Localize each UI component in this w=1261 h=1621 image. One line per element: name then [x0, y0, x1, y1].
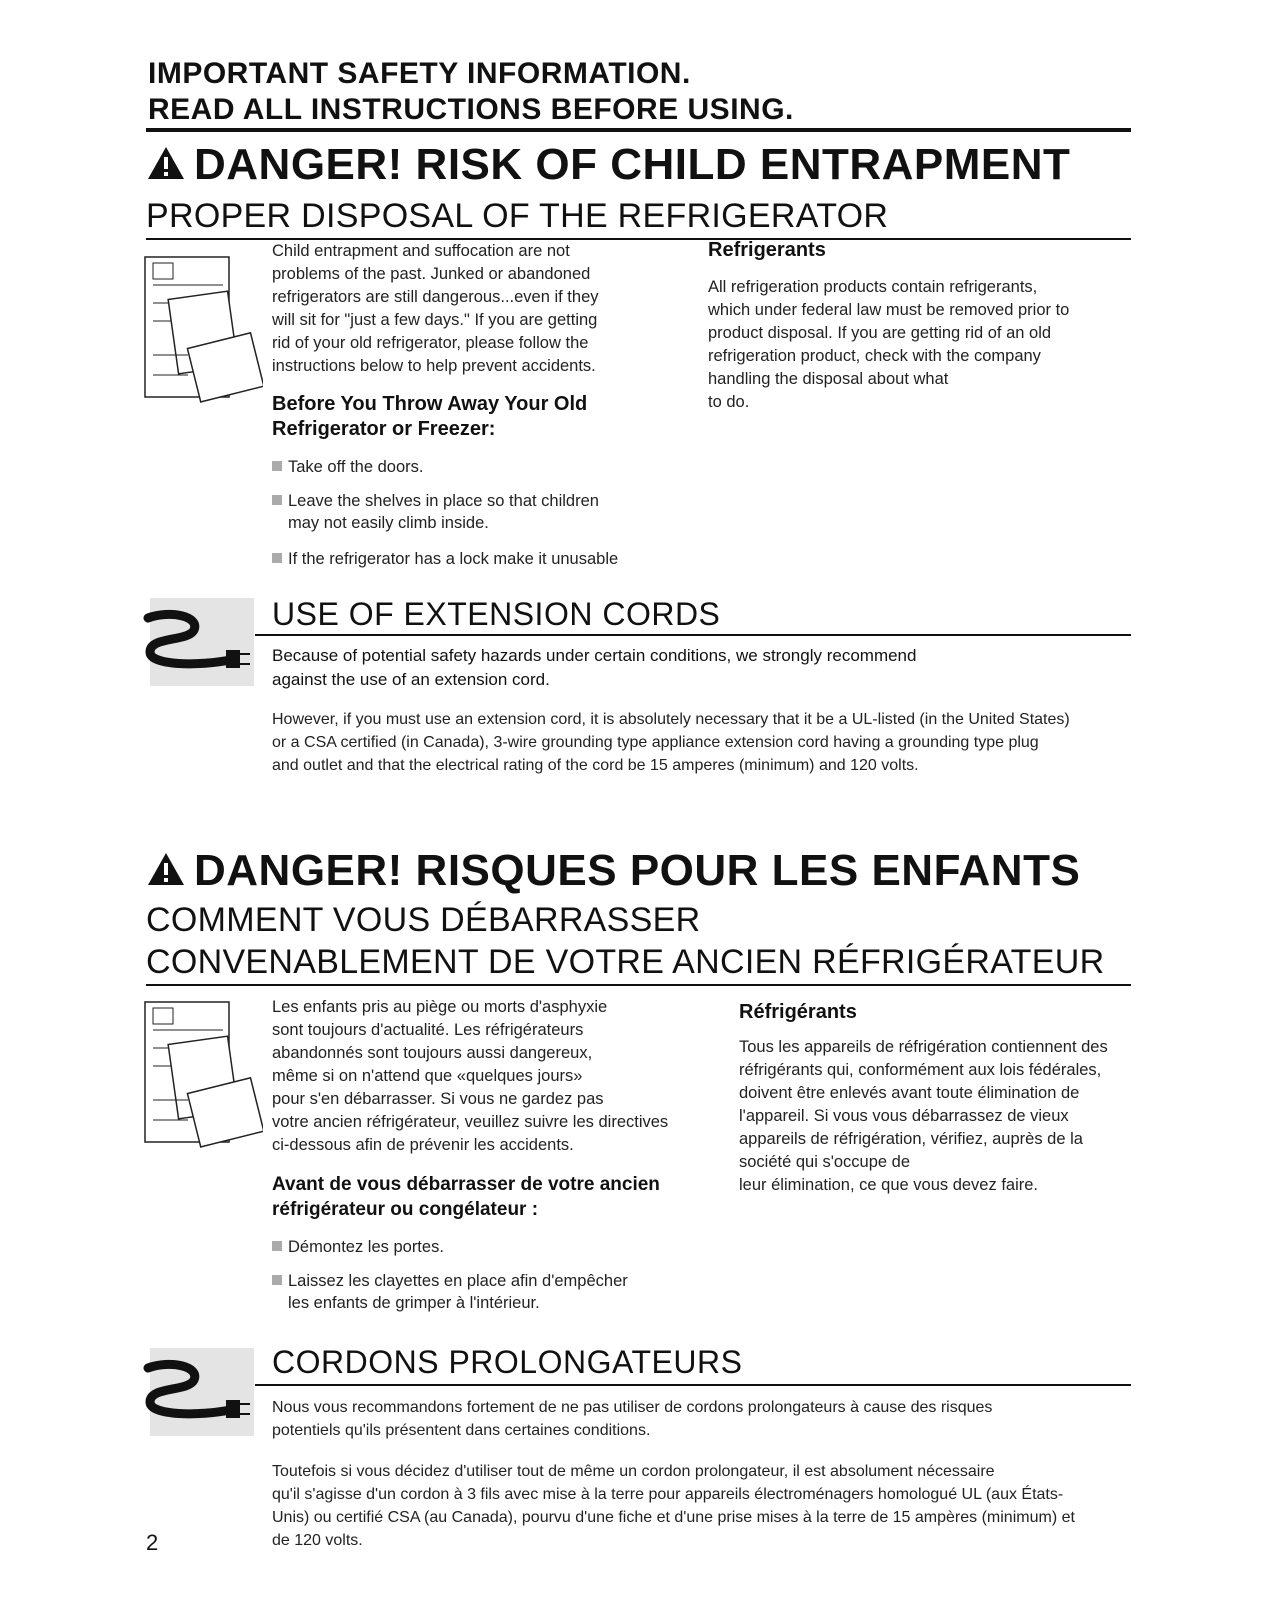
- intro-fr-line: ci-dessous afin de prévenir les accidents.: [272, 1136, 574, 1154]
- bullet-icon: [272, 1275, 282, 1285]
- refrigerator-illustration: [143, 1000, 263, 1150]
- bullet-text: If the refrigerator has a lock make it unusable: [288, 550, 619, 568]
- refrigerants-line: société qui s'occupe de: [739, 1153, 911, 1171]
- danger-title-en-text: DANGER! RISK OF CHILD ENTRAPMENT: [194, 140, 1071, 189]
- refrigerants-line: doivent être enlevés avant toute élimination de: [739, 1084, 1080, 1102]
- before-heading-fr-line: Avant de vous débarrasser de votre ancien: [272, 1174, 660, 1195]
- cords-fr-line: Unis) ou certifié CSA (au Canada), pourvu d'une fiche et d'une prise mises à la terre de 15 ampères (minimum) et: [272, 1509, 1075, 1526]
- cords-fr-rule: [255, 1384, 1131, 1386]
- cords-bold-line: Because of potential safety hazards under certain conditions, we strongly recommend: [272, 646, 917, 665]
- refrigerants-line: appareils de réfrigération, vérifiez, auprès de la: [739, 1130, 1083, 1148]
- before-heading-en-line: Refrigerator or Freezer:: [272, 418, 496, 440]
- refrigerants-heading-en: Refrigerants: [708, 239, 826, 261]
- header-line-2: READ ALL INSTRUCTIONS BEFORE USING.: [148, 93, 794, 126]
- intro-fr-line: pour s'en débarrasser. Si vous ne gardez pas: [272, 1090, 604, 1108]
- refrigerants-line: refrigeration product, check with the company: [708, 347, 1041, 365]
- cords-body-line: However, if you must use an extension cord, it is absolutely necessary that it be a UL-listed (in the United States): [272, 711, 1070, 728]
- cords-body-en: [272, 708, 1070, 777]
- refrigerants-body-en: [708, 276, 1138, 414]
- bullet-text: Leave the shelves in place so that children: [288, 492, 599, 510]
- refrigerants-line: Tous les appareils de réfrigération contiennent des: [739, 1038, 1108, 1056]
- subtitle-fr-2: CONVENABLEMENT DE VOTRE ANCIEN RÉFRIGÉRATEUR: [146, 943, 1105, 981]
- header-rule: [146, 128, 1131, 132]
- refrigerator-illustration: [143, 255, 263, 405]
- bullet-text: Démontez les portes.: [288, 1238, 444, 1256]
- cords-fr-line: de 120 volts.: [272, 1532, 363, 1549]
- before-heading-en: [272, 392, 587, 442]
- intro-fr-line: sont toujours d'actualité. Les réfrigérateurs: [272, 1021, 584, 1039]
- intro-fr-line: Les enfants pris au piège ou morts d'asphyxie: [272, 998, 608, 1016]
- intro-en-line: will sit for "just a few days." If you are getting: [272, 311, 598, 329]
- subtitle-en: PROPER DISPOSAL OF THE REFRIGERATOR: [146, 197, 889, 235]
- before-heading-en-line: Before You Throw Away Your Old: [272, 393, 588, 415]
- bullet-fr-2: [272, 1270, 628, 1314]
- intro-en-line: rid of your old refrigerator, please follow the: [272, 334, 589, 352]
- bullet-en-3: [272, 548, 618, 570]
- bullet-fr-1: [272, 1236, 444, 1258]
- danger-title-fr: [146, 846, 1080, 896]
- cords-bold-en: [272, 644, 916, 692]
- intro-fr-line: votre ancien réfrigérateur, veuillez suivre les directives: [272, 1113, 669, 1131]
- bullet-icon: [272, 461, 282, 471]
- intro-en-line: instructions below to help prevent accidents.: [272, 357, 596, 375]
- cords-fr-line: Nous vous recommandons fortement de ne pas utiliser de cordons prolongateurs à cause des risques: [272, 1399, 993, 1416]
- intro-en-line: refrigerators are still dangerous...even if they: [272, 288, 599, 306]
- refrigerants-line: l'appareil. Si vous vous débarrassez de vieux: [739, 1107, 1069, 1125]
- refrigerants-line: handling the disposal about what: [708, 370, 949, 388]
- page-number: 2: [146, 1530, 159, 1555]
- intro-en: [272, 240, 692, 378]
- refrigerants-body-fr: [739, 1036, 1159, 1197]
- cords-body-line: and outlet and that the electrical rating of the cord be 15 amperes (minimum) and 120 volts.: [272, 757, 919, 774]
- cords-heading-fr: CORDONS PROLONGATEURS: [272, 1344, 743, 1380]
- cords-fr-para-1: [272, 1396, 992, 1442]
- subtitle-fr-rule: [146, 984, 1131, 986]
- cords-fr-para-2: [272, 1460, 1075, 1552]
- refrigerants-line: product disposal. If you are getting rid of an old: [708, 324, 1052, 342]
- bullet-icon: [272, 495, 282, 505]
- extension-cord-icon: [140, 1346, 260, 1438]
- bullet-icon: [272, 553, 282, 563]
- bullet-en-1: [272, 456, 423, 478]
- intro-fr-line: même si on n'attend que «quelques jours»: [272, 1067, 583, 1085]
- before-heading-fr-line: réfrigérateur ou congélateur :: [272, 1199, 539, 1220]
- cords-fr-line: potentiels qu'ils présentent dans certaines conditions.: [272, 1422, 651, 1439]
- refrigerants-line: to do.: [708, 393, 750, 411]
- bullet-text: les enfants de grimper à l'intérieur.: [288, 1294, 540, 1312]
- cords-fr-line: Toutefois si vous décidez d'utiliser tout de même un cordon prolongateur, il est absolument nécessaire: [272, 1463, 995, 1480]
- warning-triangle-icon: [146, 851, 186, 887]
- intro-fr-line: abandonnés sont toujours aussi dangereux,: [272, 1044, 593, 1062]
- bullet-text: Laissez les clayettes en place afin d'empêcher: [288, 1272, 628, 1290]
- danger-title-fr-text: DANGER! RISQUES POUR LES ENFANTS: [194, 846, 1081, 895]
- intro-fr: [272, 996, 702, 1157]
- bullet-text: may not easily climb inside.: [288, 514, 489, 532]
- cords-fr-line: qu'il s'agisse d'un cordon à 3 fils avec mise à la terre pour appareils électroménagers homologué UL (aux États-: [272, 1486, 1064, 1503]
- cords-bold-line: against the use of an extension cord.: [272, 670, 550, 689]
- cords-body-line: or a CSA certified (in Canada), 3-wire grounding type appliance extension cord having a grounding type plug: [272, 734, 1039, 751]
- intro-en-line: Child entrapment and suffocation are not: [272, 242, 570, 260]
- refrigerants-line: All refrigeration products contain refrigerants,: [708, 278, 1038, 296]
- refrigerants-line: réfrigérants qui, conformément aux lois fédérales,: [739, 1061, 1102, 1079]
- bullet-text: Take off the doors.: [288, 458, 424, 476]
- subtitle-fr-1: COMMENT VOUS DÉBARRASSER: [146, 901, 701, 939]
- bullet-icon: [272, 1241, 282, 1251]
- refrigerants-heading-fr: Réfrigérants: [739, 1001, 857, 1023]
- cords-heading-en: USE OF EXTENSION CORDS: [272, 596, 721, 632]
- warning-triangle-icon: [146, 145, 186, 181]
- cords-en-rule: [255, 634, 1131, 636]
- refrigerants-line: leur élimination, ce que vous devez faire.: [739, 1176, 1038, 1194]
- danger-title-en: [146, 140, 1070, 190]
- bullet-en-2: [272, 490, 599, 534]
- refrigerants-line: which under federal law must be removed prior to: [708, 301, 1070, 319]
- before-heading-fr: [272, 1172, 660, 1222]
- header-line-1: IMPORTANT SAFETY INFORMATION.: [148, 57, 691, 90]
- extension-cord-icon: [140, 596, 260, 688]
- intro-en-line: problems of the past. Junked or abandoned: [272, 265, 591, 283]
